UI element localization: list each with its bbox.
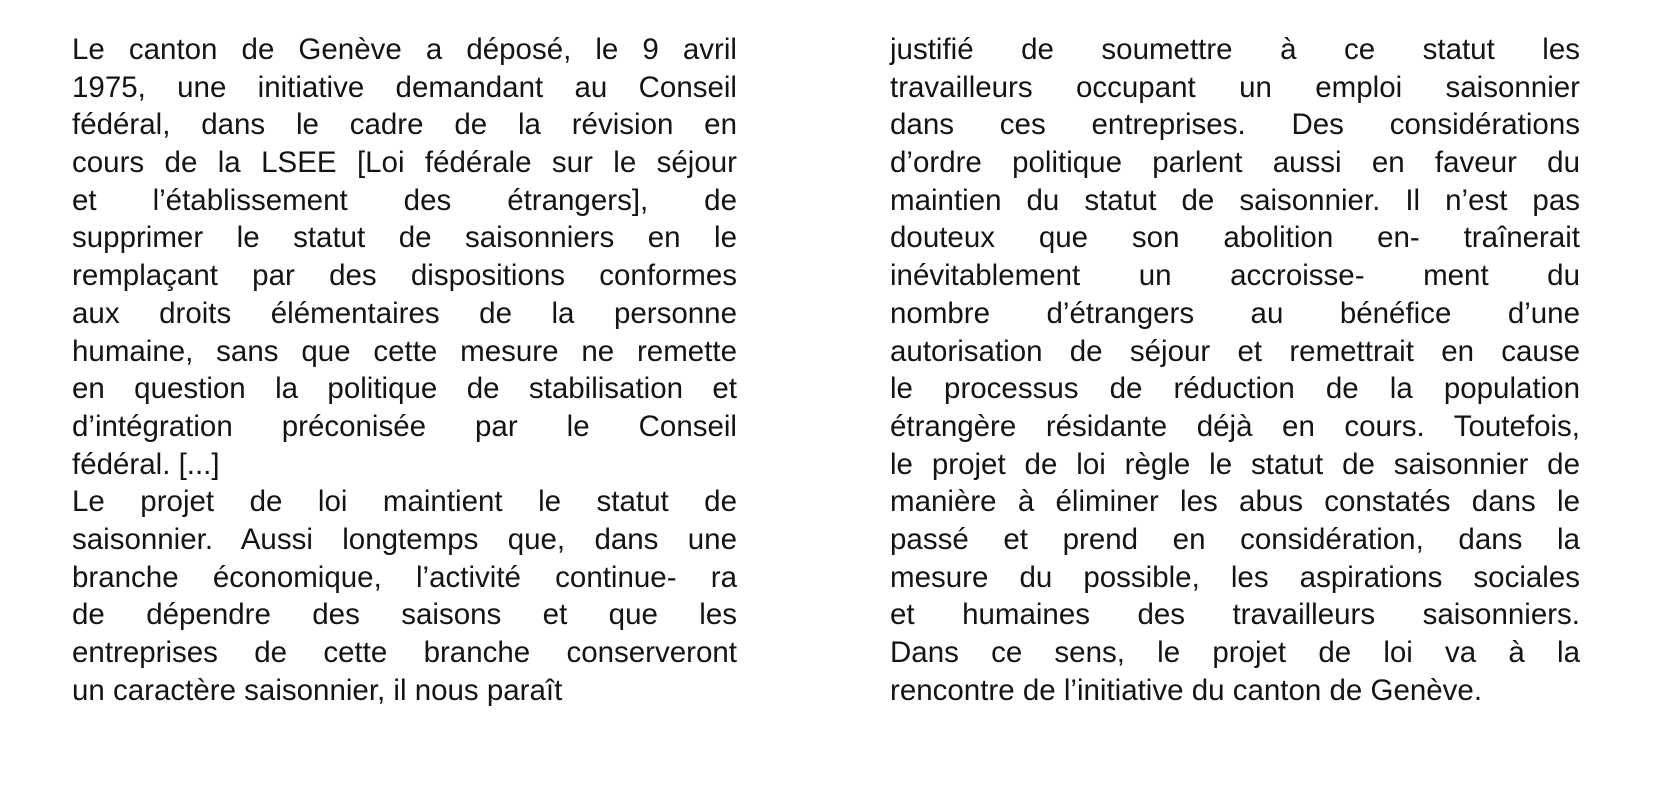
text-line: autorisation de séjour et remettrait en cause [890,334,1580,368]
text-line: de dépendre des saisons et que les [72,598,737,632]
text-line: d’ordre politique parlent aussi en faveur du [890,146,1580,180]
text-line: douteux que son abolition en- traînerait [890,221,1580,255]
text-line: travailleurs occupant un emploi saisonnier [890,70,1580,104]
text-line: étrangère résidante déjà en cours. Toutefois, [890,409,1580,443]
text-line: Le canton de Genève a déposé, le 9 avril [72,33,737,66]
text-line: fédéral, dans le cadre de la révision en [72,108,737,142]
text-line: d’intégration préconisée par le Conseil [72,409,737,443]
text-line: remplaçant par des dispositions conformes [72,259,737,293]
paragraph-end-line: fédéral. [...] [72,447,220,481]
text-line: et l’établissement des étrangers], de [72,183,737,217]
text-line: Le projet de loi maintient le statut de [72,485,737,519]
text-line: inévitablement un accroisse- ment du [890,259,1580,293]
text-line: 1975, une initiative demandant au Conseil [72,70,737,104]
text-line: Dans ce sens, le projet de loi va à la [890,636,1580,669]
text-line: et humaines des travailleurs saisonniers. [890,598,1580,632]
text-line: manière à éliminer les abus constatés dans le [890,485,1580,519]
text-line: aux droits élémentaires de la personne [72,296,737,330]
text-line: branche économique, l’activité continue- ra [72,560,737,594]
text-line: le processus de réduction de la population [890,372,1580,406]
text-line: supprimer le statut de saisonniers en le [72,221,737,255]
right-text-column [890,31,1580,709]
text-line: passé et prend en considération, dans la [890,522,1580,556]
text-line: saisonnier. Aussi longtemps que, dans une [72,522,737,556]
column-end-line: rencontre de l’initiative du canton de Genève. [890,673,1483,707]
text-line: en question la politique de stabilisation et [72,372,737,406]
text-line: nombre d’étrangers au bénéfice d’une [890,296,1580,330]
text-line: humaine, sans que cette mesure ne remette [72,334,737,368]
text-line: le projet de loi règle le statut de saisonnier de [890,447,1580,481]
text-line: mesure du possible, les aspirations sociales [890,560,1580,594]
column-end-line: un caractère saisonnier, il nous paraît [72,673,563,707]
text-line: maintien du statut de saisonnier. Il n’est pas [890,183,1580,217]
text-line: cours de la LSEE [Loi fédérale sur le séjour [72,146,737,180]
text-line: entreprises de cette branche conserveront [72,636,737,669]
text-line: dans ces entreprises. Des considérations [890,108,1580,142]
text-line: justifié de soumettre à ce statut les [890,33,1580,66]
left-text-column [72,31,737,709]
